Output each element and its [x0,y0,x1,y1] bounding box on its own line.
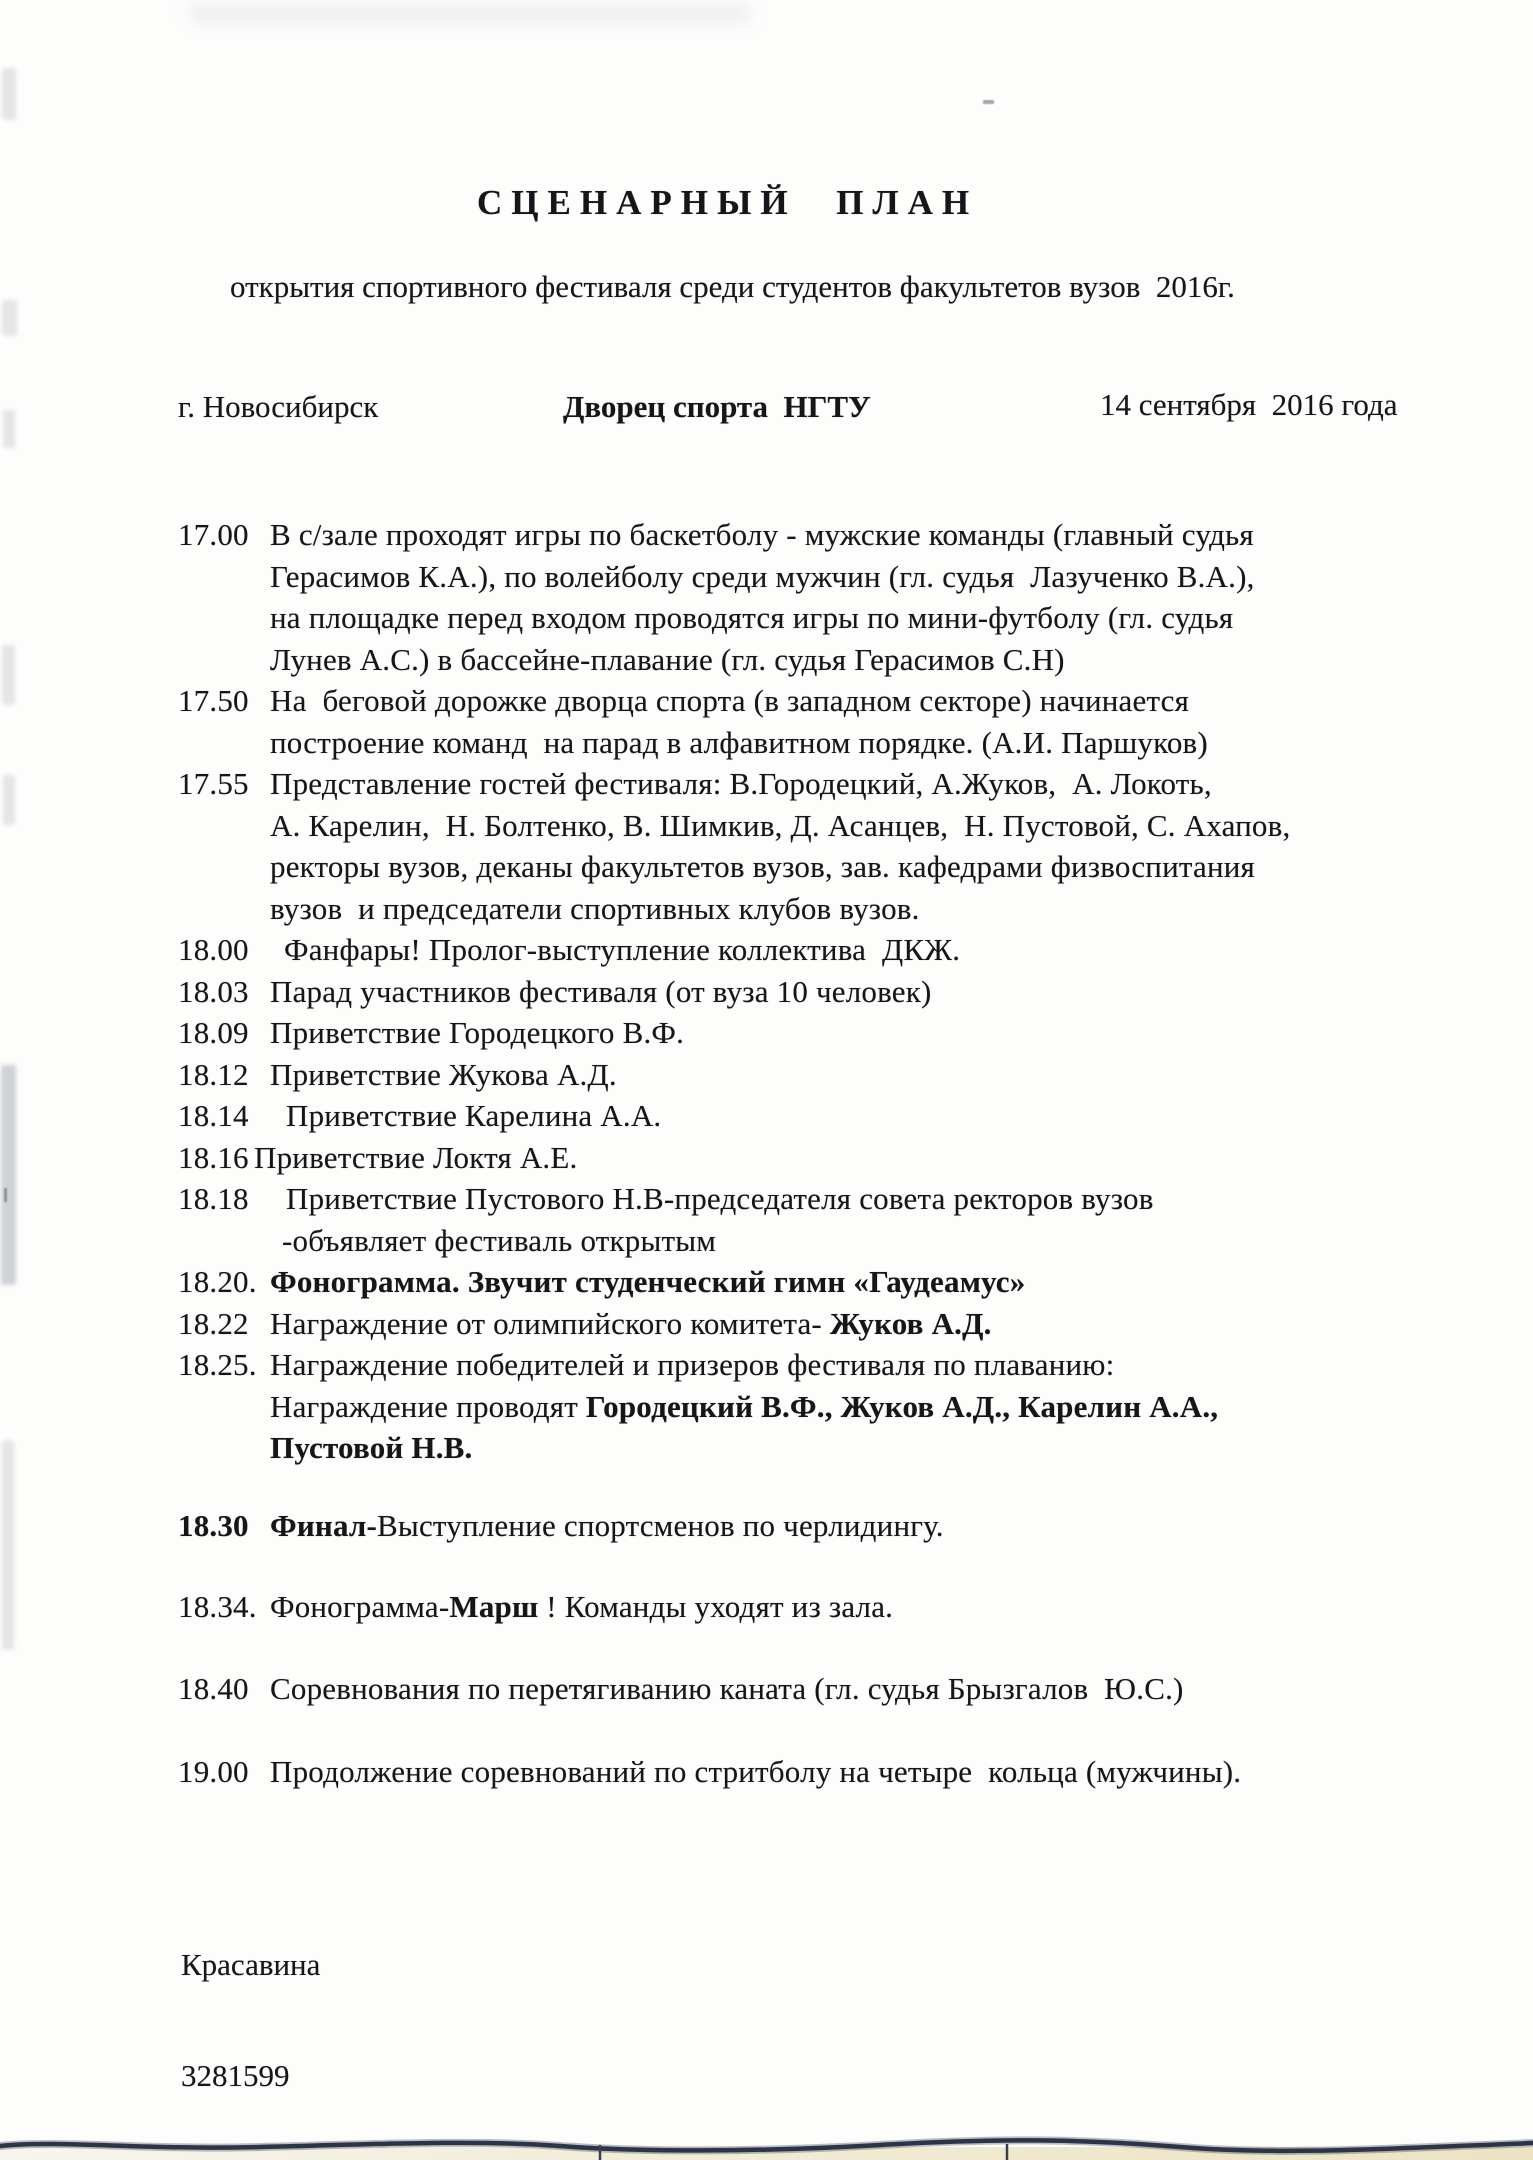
entry-segment: ректоры вузов, деканы факультетов вузов, зав. кафедрами физвоспитания [270,849,1256,884]
entry-text [270,1386,1218,1428]
entry-text [270,971,932,1013]
entry-segment: Пустовой Н.В. [270,1430,473,1465]
entry-segment: Фонограмма. Звучит студенческий гимн «Гаудеамус» [270,1264,1026,1299]
entry-segment: Приветствие Пустового Н.В-председателя совета ректоров вузов [286,1181,1154,1216]
scan-smudge [3,410,15,448]
entry-text [270,1261,1025,1303]
scan-haze-top [190,4,750,24]
schedule-row [178,1303,1478,1345]
time-label: 18.03 [178,973,249,1009]
schedule-row [178,1012,1478,1054]
entry-text [270,1344,1114,1386]
schedule-row [178,556,1478,598]
entry-segment: Приветствие Карелина А.А. [286,1098,662,1133]
entry-segment: Приветствие Городецкого В.Ф. [270,1015,685,1050]
entry-text [270,597,1233,639]
scan-smudge [2,300,17,336]
entry-text [254,1137,577,1179]
entry-text [270,1505,944,1547]
schedule-row [178,1220,1478,1262]
entry-text [270,1012,684,1054]
schedule-row [178,1054,1478,1096]
entry-text [270,846,1255,888]
time-label: 18.20. [178,1264,257,1299]
entry-text [270,514,1254,556]
entry-text [270,805,1290,847]
entry-segment: Продолжение соревнований по стритболу на четыре кольца (мужчины). [270,1754,1242,1789]
time-label: 18.00 [178,932,249,967]
time-label: 18.16 [178,1139,249,1175]
entry-segment: На беговой дорожке дворца спорта (в западном секторе) начинается [270,683,1190,718]
contact-block [181,1872,320,2160]
scan-smudge [2,645,15,705]
time-label: 17.00 [178,517,249,552]
entry-segment: Финал- [270,1507,378,1543]
time-label: 17.55 [178,766,249,801]
entry-text [270,1303,992,1345]
entry-text [270,1427,473,1469]
entry-segment: Городецкий В.Ф., Жуков А.Д., Карелин А.А., [585,1388,1219,1424]
schedule-row [178,1261,1478,1303]
time-label: 18.40 [178,1670,249,1706]
scan-smudge [2,1440,14,1650]
entry-segment: вузов и председатели спортивных клубов вузов. [270,890,920,926]
entry-segment: Награждение проводят [270,1388,586,1424]
schedule-row [178,1178,1478,1220]
entry-text [270,1054,617,1096]
scan-smudge [3,775,15,825]
time-label: 19.00 [178,1754,249,1789]
entry-text [286,1095,661,1137]
entry-segment: Награждение от олимпийского комитета- [270,1305,830,1341]
schedule-row [178,1505,1478,1547]
scan-speck [4,1188,7,1202]
entry-text [270,1751,1241,1793]
schedule-row [178,888,1478,930]
entry-text [270,556,1255,598]
schedule-row [178,1586,1478,1628]
schedule-row [178,680,1478,722]
entry-segment: -объявляет фестиваль открытым [282,1222,717,1258]
entry-segment: Приветствие Локтя А.Е. [254,1139,578,1175]
venue-label: Дворец спорта НГТУ [563,389,871,424]
entry-segment: Приветствие Жукова А.Д. [270,1056,617,1092]
contact-phone: 3281599 [181,2058,290,2093]
time-label: 18.09 [178,1015,249,1050]
schedule-row [178,1668,1478,1710]
document-title: СЦЕНАРНЫЙ ПЛАН [477,183,979,222]
entry-segment: Награждение победителей и призеров фестиваля по плаванию: [270,1347,1115,1382]
schedule-row [178,1427,1478,1469]
entry-segment: В с/зале проходят игры по баскетболу - мужские команды (главный судья [270,517,1254,552]
entry-text [270,888,920,930]
schedule-list [178,514,1478,1793]
schedule-row [178,805,1478,847]
entry-text [270,1586,893,1628]
entry-segment: Марш [449,1589,539,1624]
time-label: 18.34. [178,1589,257,1624]
schedule-row [178,1386,1478,1428]
schedule-row [178,514,1478,556]
entry-segment: на площадке перед входом проводятся игры по мини-футболу (гл. судья [270,600,1234,635]
time-label: 18.12 [178,1056,249,1092]
entry-text [282,1220,716,1262]
entry-segment: Фонограмма- [270,1589,450,1624]
entry-segment: Фанфары! Пролог-выступление коллектива ДКЖ. [284,932,961,967]
scan-speck [983,100,994,104]
entry-segment: ! Команды уходят из зала. [538,1589,894,1624]
scan-smudge [2,68,16,120]
contact-name: Красавина [181,1947,321,1982]
schedule-row [178,722,1478,764]
time-label: 18.14 [178,1098,249,1133]
entry-segment: А. Карелин, Н. Болтенко, В. Шимкив, Д. Асанцев, Н. Пустовой, С. Ахапов, [270,807,1291,843]
entry-text [270,1668,1184,1710]
schedule-row [178,1344,1478,1386]
entry-text [270,680,1189,722]
entry-text [270,639,1065,681]
schedule-row [178,639,1478,681]
schedule-row [178,846,1478,888]
scan-smudge [1,1065,16,1285]
entry-text [284,929,960,971]
entry-segment: Лунев А.С.) в бассейне-плавание (гл. судья Герасимов С.Н) [270,641,1065,677]
entry-segment: Выступление спортсменов по черлидингу. [377,1507,944,1543]
time-label: 18.22 [178,1305,249,1341]
city-label: г. Новосибирск [178,389,379,424]
entry-text [270,722,1208,764]
entry-segment: Представление гостей фестиваля: В.Городецкий, А.Жуков, А. Локоть, [270,766,1212,801]
date-label: 14 сентября 2016 года [1100,387,1398,422]
document-subtitle: открытия спортивного фестиваля среди студентов факультетов вузов 2016г. [230,269,1235,304]
schedule-row [178,971,1478,1013]
schedule-row [178,597,1478,639]
entry-segment: Герасимов К.А.), по волейболу среди мужчин (гл. судья Лазученко В.А.), [270,558,1255,594]
entry-segment: построение команд на парад в алфавитном порядке. (А.И. Паршуков) [270,724,1208,760]
entry-segment: Жуков А.Д. [829,1305,992,1341]
schedule-row [178,1137,1478,1179]
time-label: 18.18 [178,1181,249,1216]
entry-text [270,763,1212,805]
entry-segment: Соревнования по перетягиванию каната (гл. судья Брызгалов Ю.С.) [270,1670,1184,1706]
scan-line-blur [0,2140,1533,2151]
schedule-row [178,929,1478,971]
schedule-row [178,763,1478,805]
entry-text [286,1178,1154,1220]
entry-segment: Парад участников фестиваля (от вуза 10 человек) [270,973,932,1009]
schedule-row [178,1751,1478,1793]
scan-bottom-edge [0,2134,1533,2160]
schedule-row [178,1095,1478,1137]
time-label: 18.30 [178,1507,249,1543]
time-label: 17.50 [178,683,249,718]
time-label: 18.25. [178,1347,257,1382]
